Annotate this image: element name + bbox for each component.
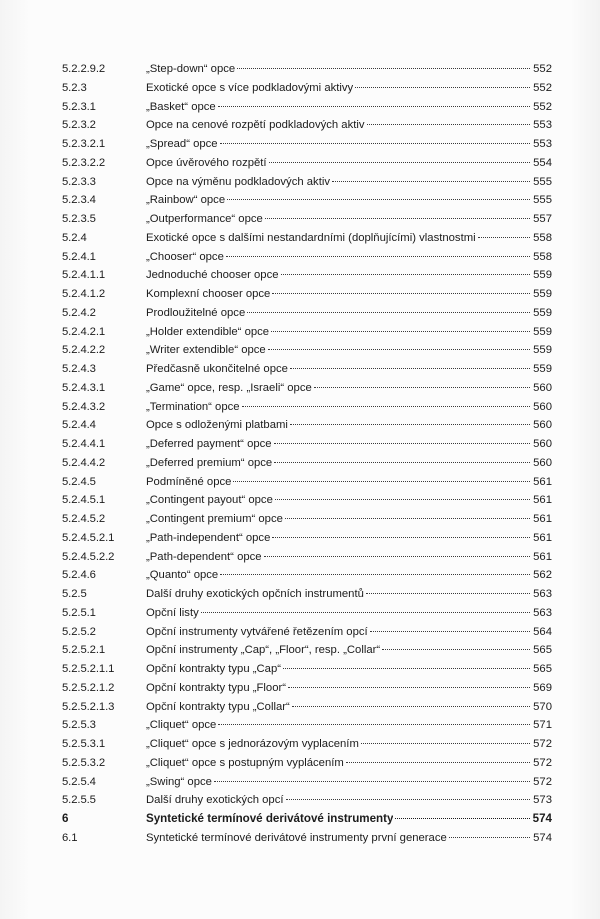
toc-dot-leader: [233, 481, 530, 482]
toc-entry: [62, 79, 552, 98]
toc-dot-leader: [226, 256, 530, 257]
toc-page-number: 559: [533, 306, 552, 319]
toc-section-number: 5.2.5.4: [62, 775, 96, 788]
toc-dot-leader: [275, 499, 530, 500]
toc-section-title: „Cliquet“ opce: [146, 719, 217, 732]
toc-page-number: 572: [533, 775, 552, 788]
toc-section-title: „Termination“ opce: [146, 400, 240, 413]
toc-section-title: Opční listy: [146, 606, 199, 619]
toc-section-title: Opce s odloženými platbami: [146, 419, 288, 432]
toc-entry: [62, 454, 552, 473]
toc-section-number: 5.2.5.2.1: [62, 644, 106, 657]
toc-dot-leader: [290, 368, 530, 369]
toc-section-title: Opce na výměnu podkladových aktiv: [146, 175, 330, 188]
toc-page-number: 558: [533, 250, 552, 263]
toc-page-number: 559: [533, 325, 552, 338]
toc-dot-leader: [346, 762, 530, 763]
toc-entry: [62, 716, 552, 735]
toc-page-number: 572: [533, 756, 552, 769]
toc-dot-leader: [281, 274, 530, 275]
toc-page-number: 555: [533, 194, 552, 207]
toc-section-number: 5.2.5.3.1: [62, 738, 106, 750]
toc-entry: [62, 304, 552, 323]
toc-dot-leader: [274, 443, 530, 444]
toc-section-number: 5.2.3.4: [62, 194, 96, 207]
toc-entry: [62, 285, 552, 304]
toc-dot-leader: [366, 593, 530, 594]
toc-section-title: Podmíněné opce: [146, 475, 232, 488]
toc-entry: [62, 491, 552, 510]
toc-entry: [62, 323, 552, 342]
toc-page-number: 574: [533, 831, 552, 844]
toc-section-title: „Cliquet“ opce s jednorázovým vyplacením: [146, 738, 359, 750]
toc-page-number: 561: [533, 475, 552, 488]
toc-section-number: 6: [62, 812, 69, 825]
toc-section-number: 5.2.5.2.1.3: [62, 700, 115, 713]
toc-section-number: 5.2.4.6: [62, 569, 96, 582]
toc-page-number: 558: [533, 231, 552, 244]
toc-dot-leader: [332, 181, 530, 182]
toc-section-title: „Basket“ opce: [146, 100, 216, 113]
toc-page-number: 552: [533, 81, 552, 94]
toc-section-number: 5.2.4.1: [62, 250, 96, 263]
toc-dot-leader: [264, 556, 530, 557]
toc-section-title: Opční instrumenty „Cap“, „Floor“, resp. „Collar“: [146, 644, 381, 657]
toc-entry: [62, 135, 552, 154]
toc-page-number: 553: [533, 138, 552, 150]
toc-page-number: 560: [533, 456, 552, 469]
toc-dot-leader: [361, 743, 530, 744]
toc-entry: [62, 754, 552, 773]
toc-entry: [62, 548, 552, 567]
toc-dot-leader: [292, 706, 530, 707]
toc-dot-leader: [220, 143, 530, 144]
toc-dot-leader: [265, 218, 530, 219]
toc-entry: [62, 398, 552, 417]
toc-entry: [62, 173, 552, 192]
toc-section-number: 5.2.5.1: [62, 606, 96, 619]
toc-entry: [62, 473, 552, 492]
toc-section-title: „Rainbow“ opce: [146, 194, 226, 207]
toc-section-number: 5.2.4.5: [62, 475, 96, 488]
toc-section-number: 5.2.4.5.2: [62, 513, 106, 525]
toc-entry: [62, 341, 552, 360]
toc-page-number: 564: [533, 625, 552, 638]
toc-section-title: Opce na cenové rozpětí podkladových aktiv: [146, 119, 365, 132]
toc-page-number: 554: [533, 156, 552, 169]
toc-page-number: 559: [533, 269, 552, 282]
toc-entry: [62, 623, 552, 642]
toc-dot-leader: [247, 312, 530, 313]
toc-page-number: 553: [533, 119, 552, 132]
toc-entry: [62, 191, 552, 210]
toc-dot-leader: [382, 649, 530, 650]
toc-dot-leader: [218, 106, 530, 107]
toc-section-title: „Swing“ opce: [146, 775, 212, 788]
toc-dot-leader: [237, 68, 530, 69]
toc-entry: [62, 248, 552, 267]
toc-section-number: 5.2.3.2: [62, 119, 96, 132]
toc-section-number: 5.2.5.5: [62, 794, 96, 807]
toc-section-title: „Step-down“ opce: [146, 63, 236, 75]
toc-dot-leader: [286, 799, 530, 800]
toc-section-title: Exotické opce s více podkladovými aktivy: [146, 81, 354, 94]
toc-section-title: Syntetické termínové derivátové instrumenty první generace: [146, 831, 447, 844]
toc-entry: [62, 60, 552, 79]
toc-dot-leader: [227, 199, 530, 200]
toc-section-title: Předčasně ukončitelné opce: [146, 363, 288, 375]
toc-section-number: 5.2.4.2: [62, 306, 96, 319]
toc-section-title: „Game“ opce, resp. „Israeli“ opce: [146, 381, 312, 394]
toc-dot-leader: [269, 162, 530, 163]
toc-page-number: 552: [533, 100, 552, 113]
toc-entry: [62, 698, 552, 717]
toc-entry: [62, 679, 552, 698]
toc-page-number: 563: [533, 606, 552, 619]
toc-page-number: 560: [533, 438, 552, 450]
toc-page-number: 560: [533, 381, 552, 394]
toc-page-number: 571: [533, 719, 552, 732]
toc-page-number: 561: [533, 531, 552, 544]
toc-section-title: Opční kontrakty typu „Collar“: [146, 700, 290, 713]
toc-dot-leader: [214, 781, 530, 782]
toc-entry: [62, 773, 552, 792]
toc-section-title: „Contingent premium“ opce: [146, 513, 283, 525]
toc-entry: [62, 735, 552, 754]
toc-section-number: 5.2.5.2: [62, 625, 96, 638]
toc-section-title: „Deferred payment“ opce: [146, 438, 272, 450]
toc-section-number: 5.2.4.3: [62, 363, 96, 375]
toc-entry: [62, 604, 552, 623]
toc-section-title: Opční kontrakty typu „Floor“: [146, 681, 287, 694]
toc-section-number: 5.2.4.2.1: [62, 325, 106, 338]
toc-dot-leader: [274, 462, 530, 463]
toc-entry: [62, 416, 552, 435]
toc-page-number: 555: [533, 175, 552, 188]
toc-section-title: „Quanto“ opce: [146, 569, 219, 582]
toc-dot-leader: [283, 668, 530, 669]
toc-dot-leader: [242, 406, 530, 407]
toc-page-number: 570: [533, 700, 552, 713]
toc-section-number: 5.2.4.4.2: [62, 456, 106, 469]
toc-dot-leader: [314, 387, 530, 388]
toc-section-number: 5.2.4.5.1: [62, 494, 106, 507]
toc-dot-leader: [290, 424, 530, 425]
toc-entry: [62, 660, 552, 679]
toc-section-number: 6.1: [62, 831, 78, 844]
toc-entry: [62, 641, 552, 660]
toc-entry: [62, 585, 552, 604]
toc-section-number: 5.2.4.3.1: [62, 381, 106, 394]
toc-dot-leader: [285, 518, 530, 519]
toc-entry: [62, 154, 552, 173]
toc-dot-leader: [478, 237, 530, 238]
toc-page-number: 573: [533, 794, 552, 807]
toc-section-number: 5.2.3.2.2: [62, 156, 106, 169]
toc-section-number: 5.2.4.5.2.1: [62, 531, 115, 544]
toc-page-number: 559: [533, 288, 552, 300]
toc-dot-leader: [272, 537, 530, 538]
toc-entry: [62, 210, 552, 229]
toc-page-number: 574: [532, 812, 552, 825]
toc-entry: [62, 829, 552, 848]
toc-page-number: 565: [533, 644, 552, 657]
toc-section-title: Exotické opce s dalšími nestandardními (doplňujícími) vlastnostmi: [146, 231, 476, 244]
toc-entry: [62, 566, 552, 585]
toc-page-number: 565: [533, 663, 552, 675]
toc-dot-leader: [355, 87, 530, 88]
toc-section-number: 5.2.3.2.1: [62, 138, 106, 150]
toc-page-number: 561: [533, 513, 552, 525]
toc-section-number: 5.2.5.3: [62, 719, 96, 732]
toc-section-title: „Holder extendible“ opce: [146, 325, 270, 338]
toc-section-number: 5.2.3.3: [62, 175, 96, 188]
toc-entry: [62, 266, 552, 285]
toc-section-number: 5.2.4.1.1: [62, 269, 106, 282]
toc-section-number: 5.2.2.9.2: [62, 63, 106, 75]
toc-section-number: 5.2.3.1: [62, 100, 96, 113]
toc-dot-leader: [288, 687, 530, 688]
toc-section-title: „Cliquet“ opce s postupným vyplácením: [146, 756, 344, 769]
toc-page-number: 559: [533, 344, 552, 357]
toc-page-number: 557: [533, 213, 552, 225]
toc-dot-leader: [218, 724, 530, 725]
toc-dot-leader: [268, 349, 530, 350]
toc-page-number: 560: [533, 419, 552, 432]
toc-section-number: 5.2.4.3.2: [62, 400, 106, 413]
toc-section-number: 5.2.4.4: [62, 419, 96, 432]
toc-dot-leader: [272, 293, 530, 294]
toc-dot-leader: [271, 331, 530, 332]
toc-entry: [62, 98, 552, 117]
toc-section-title: „Path-dependent“ opce: [146, 550, 262, 563]
toc-dot-leader: [220, 574, 530, 575]
toc-section-title: Opční instrumenty vytvářené řetězením opcí: [146, 625, 368, 638]
toc-entry: [62, 360, 552, 379]
toc-section-title: Další druhy exotických opcí: [146, 794, 284, 807]
toc-section-number: 5.2.5.2.1.2: [62, 681, 115, 694]
toc-section-title: Syntetické termínové derivátové instrumenty: [146, 812, 394, 825]
toc-entry: [62, 379, 552, 398]
toc-section-number: 5.2.3: [62, 81, 87, 94]
toc-section-title: Opční kontrakty typu „Cap“: [146, 663, 281, 675]
toc-page-number: 562: [533, 569, 552, 582]
toc-section-number: 5.2.4.4.1: [62, 438, 106, 450]
toc-section-number: 5.2.4: [62, 231, 87, 244]
toc-section-title: „Chooser“ opce: [146, 250, 224, 263]
toc-section-title: „Spread“ opce: [146, 138, 218, 150]
toc-page-number: 552: [533, 63, 552, 75]
toc-section-title: Komplexní chooser opce: [146, 288, 271, 300]
toc-page-number: 572: [533, 738, 552, 750]
toc-entry: [62, 229, 552, 248]
toc-entry: [62, 116, 552, 135]
toc-section-title: Prodloužitelné opce: [146, 306, 246, 319]
toc-section-number: 5.2.3.5: [62, 213, 96, 225]
toc-section-number: 5.2.5.2.1.1: [62, 663, 115, 675]
toc-entry: [62, 529, 552, 548]
toc-page-number: 560: [533, 400, 552, 413]
toc-section-number: 5.2.4.1.2: [62, 288, 106, 300]
toc-dot-leader: [367, 124, 530, 125]
toc-page-number: 563: [533, 588, 552, 600]
toc-section-number: 5.2.4.2.2: [62, 344, 106, 357]
toc-section-title: „Deferred premium“ opce: [146, 456, 273, 469]
toc-entry: [62, 810, 552, 829]
toc-section-number: 5.2.5.3.2: [62, 756, 106, 769]
table-of-contents: [62, 60, 552, 848]
toc-section-title: „Contingent payout“ opce: [146, 494, 273, 507]
toc-entry: [62, 510, 552, 529]
toc-section-title: „Writer extendible“ opce: [146, 344, 266, 357]
toc-section-number: 5.2.5: [62, 588, 87, 600]
toc-section-title: Opce úvěrového rozpětí: [146, 156, 267, 169]
toc-section-number: 5.2.4.5.2.2: [62, 550, 115, 563]
toc-entry: [62, 791, 552, 810]
toc-section-title: Další druhy exotických opčních instrumentů: [146, 588, 364, 600]
toc-dot-leader: [201, 612, 530, 613]
toc-page-number: 569: [533, 681, 552, 694]
toc-dot-leader: [395, 818, 530, 819]
toc-entry: [62, 435, 552, 454]
toc-dot-leader: [449, 837, 530, 838]
toc-section-title: „Path-independent“ opce: [146, 531, 271, 544]
toc-section-title: „Outperformance“ opce: [146, 213, 263, 225]
toc-dot-leader: [370, 631, 530, 632]
toc-page-number: 559: [533, 363, 552, 375]
toc-page-number: 561: [533, 550, 552, 563]
toc-section-title: Jednoduché chooser opce: [146, 269, 279, 282]
toc-page-number: 561: [533, 494, 552, 507]
